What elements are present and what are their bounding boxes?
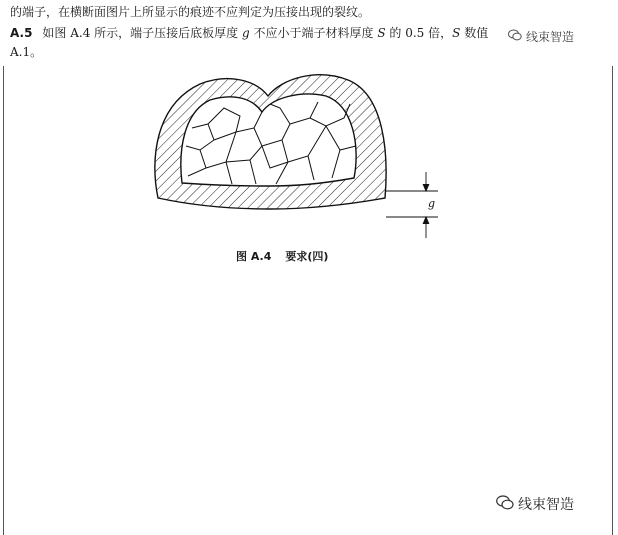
watermark-top-text: 线束智造 — [526, 30, 575, 44]
dimension-g-label: g — [428, 197, 436, 210]
watermark-top — [508, 28, 574, 45]
caption-number: 图 A.4 — [236, 250, 272, 263]
line-1-text: 的端子，在横断面图片上所显示的痕迹不应判定为压接出现的裂纹。 — [10, 5, 371, 19]
wechat-icon — [496, 495, 514, 514]
figure-caption — [236, 248, 342, 264]
line-2-mid2: 的 0.5 倍， — [389, 26, 453, 40]
terminal-body — [155, 75, 386, 209]
line-2-mid: 不应小于端子材料厚度 — [253, 26, 374, 40]
var-g: g — [242, 26, 250, 40]
line-3-text: A.1。 — [10, 45, 43, 59]
wire-strand-cells — [186, 102, 356, 184]
watermark-bottom — [496, 494, 574, 514]
var-s2: S — [452, 26, 461, 40]
caption-title: 要求(四) — [285, 250, 329, 263]
line-2-tail: 数值 — [464, 26, 489, 40]
line-2-main: 如图 A.4 所示，端子压接后底板厚度 — [42, 26, 239, 40]
wechat-icon — [508, 29, 522, 44]
var-s: S — [377, 26, 386, 40]
section-label-a5: A.5 — [10, 26, 33, 40]
watermark-bottom-text: 线束智造 — [518, 497, 574, 513]
